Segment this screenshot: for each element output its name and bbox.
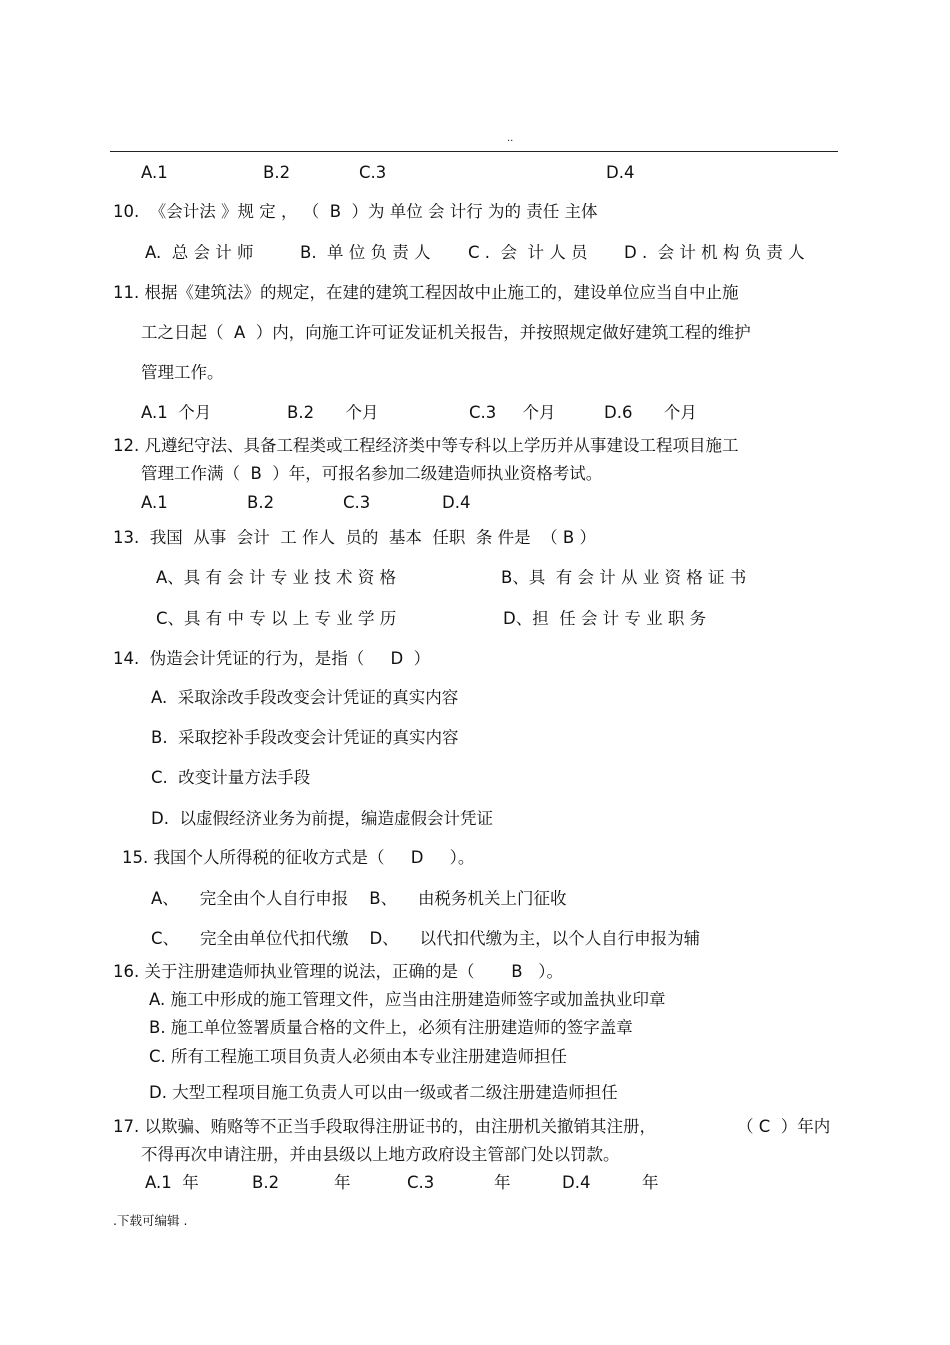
q13-option-a: A、具 有 会 计 专 业 技 术 资 格 (156, 568, 396, 587)
q11-line-3: 管理工作。 (141, 363, 224, 382)
q16-option-a: A. 施工中形成的施工管理文件，应当由注册建造师签字或加盖执业印章 (149, 990, 666, 1009)
q12-line-2: 管理工作满（ B ）年，可报名参加二级建造师执业资格考试。 (141, 464, 603, 483)
q17-option-c: C.3 (407, 1173, 435, 1192)
q15-options-cd: C、 完全由单位代扣代缴 D、 以代扣代缴为主，以个人自行申报为辅 (151, 929, 701, 948)
q17-option-b: B.2 (252, 1173, 280, 1192)
q16-option-b: B. 施工单位签署质量合格的文件上，必须有注册建造师的签字盖章 (149, 1018, 633, 1037)
q11-option-d: D.6 个月 (604, 403, 697, 422)
q12-option-a: A.1 (141, 493, 168, 512)
q17-line-2: 不得再次申请注册，并由县级以上地方政府设主管部门处以罚款。 (141, 1145, 620, 1164)
q14-option-c: C. 改变计量方法手段 (151, 768, 311, 787)
q16-option-d: D. 大型工程项目施工负责人可以由一级或者二级注册建造师担任 (149, 1083, 618, 1102)
q11-line-1: 11. 根据《建筑法》的规定，在建的建筑工程因故中止施工的，建设单位应当自中止施 (113, 283, 739, 302)
q14-option-b: B. 采取挖补手段改变会计凭证的真实内容 (151, 728, 459, 747)
q13-stem: 13. 我国 从事 会计 工 作人 员的 基本 任职 条 件是 （ B ） (113, 528, 596, 547)
q12-option-d: D.4 (442, 493, 471, 512)
q16-stem: 16. 关于注册建造师执业管理的说法，正确的是（ B ）。 (113, 962, 564, 981)
q9-option-a: A.1 (141, 163, 168, 182)
q17-option-a: A.1 年 (145, 1173, 199, 1192)
q17-option-d: D.4 (562, 1173, 591, 1192)
q11-option-b: B.2 个月 (287, 403, 379, 422)
q9-option-b: B.2 (263, 163, 291, 182)
q13-option-c: C、具 有 中 专 以 上 专 业 学 历 (156, 609, 397, 628)
q9-option-d: D.4 (606, 163, 635, 182)
q14-stem: 14. 伪造会计凭证的行为，是指（ D ） (113, 649, 431, 668)
q13-option-d: D、担 任 会 计 专 业 职 务 (503, 609, 707, 628)
q17-option-c-unit: 年 (494, 1173, 511, 1192)
q10-option-c: C . 会 计 人 员 (468, 243, 588, 262)
q16-option-c: C. 所有工程施工项目负责人必须由本专业注册建造师担任 (149, 1047, 568, 1066)
q10-option-b: B. 单 位 负 责 人 (300, 243, 431, 262)
q10-option-a: A. 总 会 计 师 (145, 243, 254, 262)
q12-line-1: 12. 凡遵纪守法、具备工程类或工程经济类中等专科以上学历并从事建设工程项目施工 (113, 436, 739, 455)
q10-stem: 10. 《会计法 》规 定 ， （ B ）为 单位 会 计行 为的 责任 主体 (113, 202, 598, 221)
header-mark: .. (507, 133, 514, 144)
q17-option-d-unit: 年 (642, 1173, 659, 1192)
q11-option-a: A.1 个月 (141, 403, 212, 422)
q17-line-1: 17. 以欺骗、贿赂等不正当手段取得注册证书的，由注册机关撤销其注册， (113, 1117, 656, 1136)
q11-option-c: C.3 个月 (469, 403, 556, 422)
q15-stem: 15. 我国个人所得税的征收方式是（ D ）。 (122, 848, 475, 867)
q12-option-c: C.3 (343, 493, 371, 512)
header-rule (110, 151, 838, 152)
q10-option-d: D . 会 计 机 构 负 责 人 (624, 243, 805, 262)
q12-option-b: B.2 (247, 493, 275, 512)
q17-option-b-unit: 年 (334, 1173, 351, 1192)
q9-option-c: C.3 (359, 163, 387, 182)
q14-option-d: D. 以虚假经济业务为前提，编造虚假会计凭证 (151, 809, 493, 828)
q17-line-1-answer: （ C ）年内 (737, 1117, 831, 1136)
footer-text: .下载可编辑 . (113, 1213, 188, 1228)
q14-option-a: A. 采取涂改手段改变会计凭证的真实内容 (151, 688, 459, 707)
q13-option-b: B、具 有 会 计 从 业 资 格 证 书 (501, 568, 747, 587)
q15-options-ab: A、 完全由个人自行申报 B、 由税务机关上门征收 (151, 889, 567, 908)
q11-line-2: 工之日起（ A ）内，向施工许可证发证机关报告，并按照规定做好建筑工程的维护 (141, 323, 751, 342)
